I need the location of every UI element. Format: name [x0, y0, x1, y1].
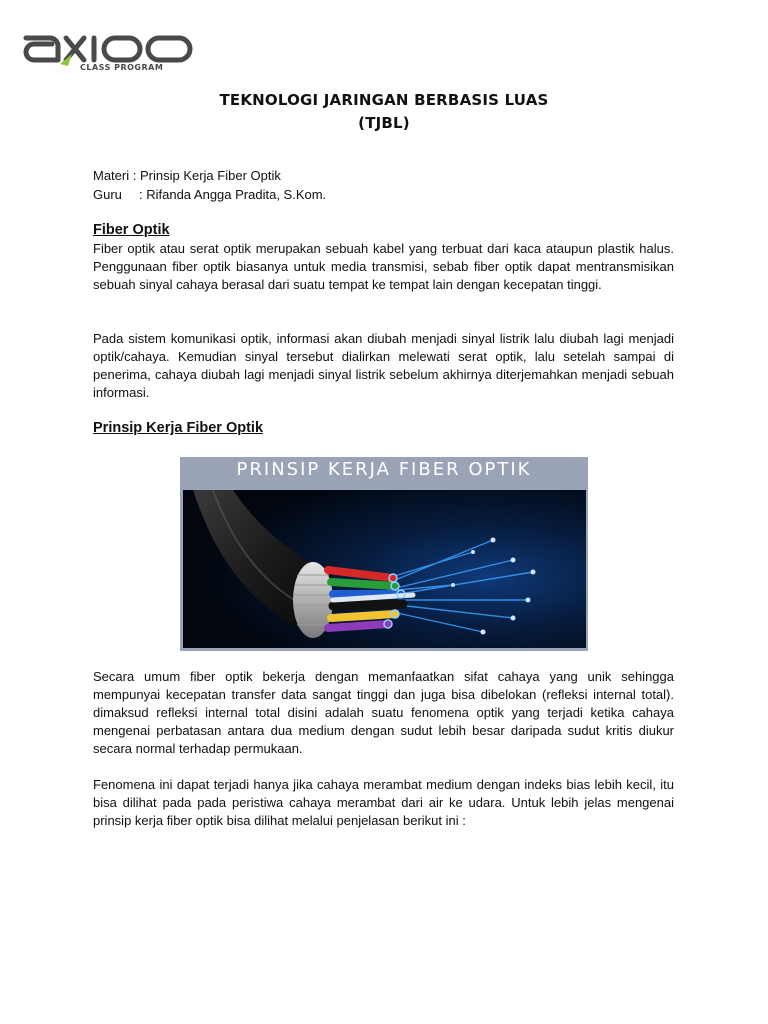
meta-guru — [93, 185, 326, 204]
figure-caption: PRINSIP KERJA FIBER OPTIK — [180, 457, 588, 488]
meta-materi — [93, 166, 326, 185]
section-fiber-optik-body-2 — [93, 330, 674, 402]
section-fiber-optik-body — [93, 240, 674, 294]
logo-subtitle: CLASS PROGRAM — [80, 63, 164, 72]
document-subtitle: (TJBL) — [358, 114, 410, 132]
section-fiber-optik — [93, 222, 674, 238]
section-heading: Fiber Optik — [93, 222, 170, 238]
materi-label: Materi : — [93, 168, 137, 183]
guru-label: Guru — [93, 187, 122, 202]
fiber-optic-cable-image — [183, 490, 586, 648]
axioo-logo — [22, 28, 197, 72]
document-title: TEKNOLOGI JARINGAN BERBASIS LUAS — [219, 91, 549, 109]
section-prinsip-kerja-body-2 — [93, 776, 674, 830]
document-meta — [93, 166, 326, 204]
section-prinsip-kerja-body — [93, 668, 674, 758]
section-prinsip-kerja — [93, 420, 674, 436]
section-heading: Prinsip Kerja Fiber Optik — [93, 420, 264, 436]
paragraph: Pada sistem komunikasi optik, informasi akan diubah menjadi sinyal listrik lalu diubah lagi menjadi optik/cahaya. Kemudian sinyal tersebut dialirkan melewati serat optik, lalu setelah sampai di penerima, cahaya diubah lagi menjadi sinyal listrik sebelum akhirnya diterjemahkan menjadi sebuah informasi. — [93, 331, 674, 400]
guru-value: : Rifanda Angga Pradita, S.Kom. — [139, 187, 327, 202]
fiber-optic-figure — [180, 457, 588, 651]
materi-value: Prinsip Kerja Fiber Optik — [139, 168, 281, 183]
paragraph: Secara umum fiber optik bekerja dengan memanfaatkan sifat cahaya yang unik sehingga mempunyai kecepatan transfer data sangat tinggi dan juga bisa dibelokan (refleksi internal total). dimaksud refleksi internal total disini adalah suatu fenomena optik yang terjadi ketika cahaya mengenai perbatasan antara dua medium dengan sudut lebih besar daripada sudut kritis diukur secara normal terhadap permukaan. — [93, 669, 674, 756]
paragraph: Fiber optik atau serat optik merupakan sebuah kabel yang terbuat dari kaca ataupun plastik halus. Penggunaan fiber optik biasanya untuk media transmisi, sebab fiber optik dapat mentransmisikan sebuah sinyal cahaya berasal dari suatu tempat ke tempat lain dengan kecepatan tinggi. — [93, 241, 674, 292]
paragraph: Fenomena ini dapat terjadi hanya jika cahaya merambat medium dengan indeks bias lebih kecil, itu bisa dilihat pada pada peristiwa cahaya merambat dari air ke udara. Untuk lebih jelas mengenai prinsip kerja fiber optik bisa dilihat melalui penjelasan berikut ini : — [93, 777, 674, 828]
